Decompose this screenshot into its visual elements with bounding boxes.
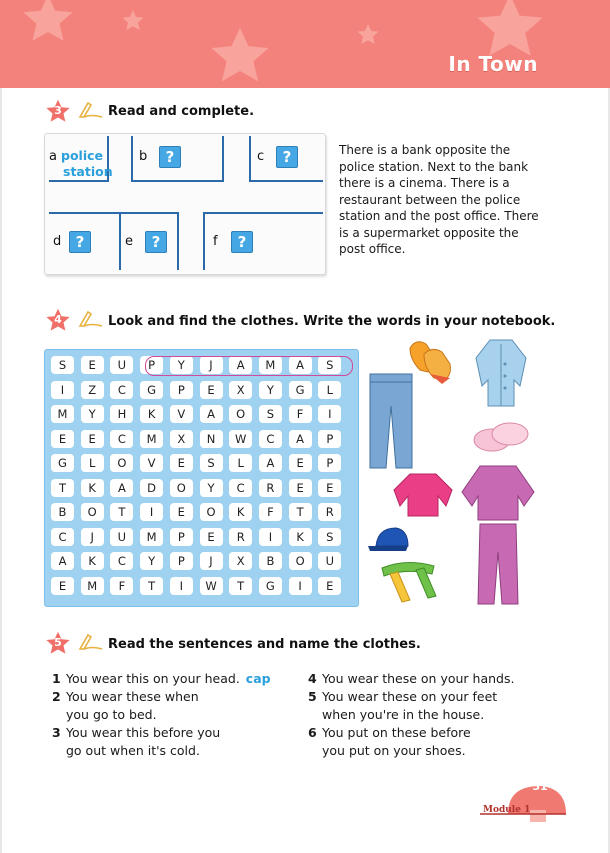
question-box[interactable]: ? bbox=[276, 146, 298, 168]
grid-letter[interactable]: M bbox=[140, 528, 163, 546]
grid-letter[interactable]: W bbox=[229, 430, 252, 448]
grid-letter[interactable]: S bbox=[200, 454, 223, 472]
grid-letter[interactable]: Y bbox=[140, 552, 163, 570]
police-station-label: police station bbox=[61, 148, 113, 179]
grid-letter[interactable]: K bbox=[81, 479, 104, 497]
grid-letter[interactable]: C bbox=[51, 528, 74, 546]
grid-letter[interactable]: A bbox=[229, 356, 252, 374]
grid-letter[interactable]: V bbox=[170, 405, 193, 423]
coat-image bbox=[470, 336, 532, 408]
exercise-instruction: Read and complete. bbox=[108, 104, 255, 119]
question-box[interactable]: ? bbox=[159, 146, 181, 168]
grid-letter[interactable]: M bbox=[140, 430, 163, 448]
grid-letter[interactable]: N bbox=[200, 430, 223, 448]
grid-letter[interactable]: O bbox=[110, 454, 133, 472]
grid-letter[interactable]: K bbox=[81, 552, 104, 570]
grid-letter[interactable]: Y bbox=[259, 381, 282, 399]
grid-letter[interactable]: H bbox=[110, 405, 133, 423]
question-item: 3 You wear this before you go out when it's cold. bbox=[52, 725, 221, 758]
grid-letter[interactable]: T bbox=[51, 479, 74, 497]
exercise-number-badge: 4 bbox=[44, 307, 72, 335]
map-label-c: c bbox=[257, 149, 265, 164]
grid-letter[interactable]: C bbox=[110, 430, 133, 448]
grid-letter[interactable]: W bbox=[200, 577, 223, 595]
pencil-icon bbox=[78, 309, 104, 329]
module-label: Module 1 bbox=[483, 805, 531, 815]
grid-letter[interactable]: L bbox=[229, 454, 252, 472]
map-label-a: a bbox=[49, 149, 57, 164]
grid-letter[interactable]: G bbox=[259, 577, 282, 595]
jumper-image bbox=[392, 470, 454, 518]
grid-letter[interactable]: R bbox=[318, 503, 341, 521]
grid-letter[interactable]: Y bbox=[170, 356, 193, 374]
grid-letter[interactable]: X bbox=[229, 552, 252, 570]
question-box[interactable]: ? bbox=[69, 231, 91, 253]
grid-letter[interactable]: J bbox=[81, 528, 104, 546]
grid-letter[interactable]: K bbox=[140, 405, 163, 423]
exercise-number-badge: 3 bbox=[44, 98, 72, 126]
grid-letter[interactable]: F bbox=[259, 503, 282, 521]
grid-letter[interactable]: E bbox=[81, 430, 104, 448]
grid-letter[interactable]: E bbox=[51, 577, 74, 595]
grid-letter[interactable]: E bbox=[170, 454, 193, 472]
grid-letter[interactable]: I bbox=[170, 577, 193, 595]
grid-letter[interactable]: L bbox=[318, 381, 341, 399]
grid-letter[interactable]: O bbox=[200, 503, 223, 521]
grid-letter[interactable]: Y bbox=[200, 479, 223, 497]
grid-letter[interactable]: R bbox=[259, 479, 282, 497]
grid-letter[interactable]: I bbox=[140, 503, 163, 521]
decor-star-icon bbox=[120, 8, 146, 34]
grid-letter[interactable]: S bbox=[318, 356, 341, 374]
grid-letter[interactable]: S bbox=[318, 528, 341, 546]
grid-letter[interactable]: P bbox=[140, 356, 163, 374]
grid-letter[interactable]: B bbox=[51, 503, 74, 521]
grid-letter[interactable]: G bbox=[140, 381, 163, 399]
grid-letter[interactable]: O bbox=[170, 479, 193, 497]
grid-letter[interactable]: S bbox=[51, 356, 74, 374]
grid-letter[interactable]: R bbox=[229, 528, 252, 546]
pencil-icon bbox=[78, 632, 104, 652]
grid-letter[interactable]: D bbox=[140, 479, 163, 497]
grid-letter[interactable]: C bbox=[110, 552, 133, 570]
found-word-outline bbox=[145, 356, 353, 376]
question-item: 2 You wear these when you go to bed. bbox=[52, 689, 199, 722]
pencil-icon bbox=[78, 100, 104, 120]
grid-letter[interactable]: P bbox=[170, 552, 193, 570]
question-item: 4 You wear these on your hands. bbox=[308, 671, 515, 686]
map-label-e: e bbox=[125, 234, 133, 249]
question-item: 6 You put on these before you put on your shoes. bbox=[308, 725, 471, 758]
grid-letter[interactable]: F bbox=[289, 405, 312, 423]
grid-letter[interactable]: A bbox=[110, 479, 133, 497]
exercise-instruction: Look and find the clothes. Write the words in your notebook. bbox=[108, 314, 556, 329]
grid-letter[interactable]: U bbox=[318, 552, 341, 570]
grid-letter[interactable]: G bbox=[51, 454, 74, 472]
grid-letter[interactable]: E bbox=[200, 381, 223, 399]
question-item: 5 You wear these on your feet when you're in the house. bbox=[308, 689, 498, 722]
grid-letter[interactable]: U bbox=[110, 528, 133, 546]
decor-star-icon bbox=[205, 22, 275, 88]
page-number: 51 bbox=[532, 780, 548, 793]
grid-letter[interactable]: Z bbox=[81, 381, 104, 399]
page-border bbox=[0, 88, 2, 853]
grid-letter[interactable]: T bbox=[110, 503, 133, 521]
grid-letter[interactable]: X bbox=[229, 381, 252, 399]
grid-letter[interactable]: I bbox=[259, 528, 282, 546]
wordsearch-grid bbox=[44, 349, 359, 607]
decor-star-icon bbox=[355, 22, 381, 48]
jeans-image bbox=[366, 372, 416, 472]
grid-letter[interactable]: T bbox=[229, 577, 252, 595]
grid-letter[interactable]: E bbox=[318, 577, 341, 595]
map-label-d: d bbox=[53, 234, 62, 249]
reading-paragraph: There is a bank opposite the police station. Next to the bank there is a cinema. There is a restaurant between the police station and the post office. There is a supermarket opposite the post office. bbox=[339, 143, 539, 256]
grid-letter[interactable]: P bbox=[170, 528, 193, 546]
grid-letter[interactable]: O bbox=[81, 503, 104, 521]
grid-letter[interactable]: A bbox=[289, 356, 312, 374]
town-map bbox=[44, 133, 326, 275]
grid-letter[interactable]: E bbox=[81, 356, 104, 374]
grid-letter[interactable]: A bbox=[200, 405, 223, 423]
cap-image bbox=[366, 524, 414, 554]
grid-letter[interactable]: O bbox=[289, 552, 312, 570]
scarf-image bbox=[376, 556, 440, 606]
pyjamas-image bbox=[458, 462, 538, 608]
question-box[interactable]: ? bbox=[145, 231, 167, 253]
page-title: In Town bbox=[448, 52, 538, 76]
grid-letter[interactable]: M bbox=[81, 577, 104, 595]
slippers-image bbox=[470, 414, 532, 458]
grid-letter[interactable]: U bbox=[110, 356, 133, 374]
grid-letter[interactable]: I bbox=[51, 381, 74, 399]
grid-letter[interactable]: C bbox=[110, 381, 133, 399]
grid-letter[interactable]: E bbox=[200, 528, 223, 546]
grid-letter[interactable]: P bbox=[318, 454, 341, 472]
map-label-b: b bbox=[139, 149, 148, 164]
grid-letter[interactable]: E bbox=[289, 454, 312, 472]
grid-letter[interactable]: O bbox=[229, 405, 252, 423]
grid-letter[interactable]: E bbox=[289, 479, 312, 497]
grid-letter[interactable]: E bbox=[170, 503, 193, 521]
grid-letter[interactable]: T bbox=[289, 503, 312, 521]
grid-letter[interactable]: E bbox=[318, 479, 341, 497]
grid-letter[interactable]: C bbox=[259, 430, 282, 448]
grid-letter[interactable]: K bbox=[229, 503, 252, 521]
grid-letter[interactable]: P bbox=[170, 381, 193, 399]
grid-letter[interactable]: B bbox=[259, 552, 282, 570]
grid-letter[interactable]: F bbox=[110, 577, 133, 595]
grid-letter[interactable]: K bbox=[289, 528, 312, 546]
grid-letter[interactable]: C bbox=[229, 479, 252, 497]
grid-letter[interactable]: M bbox=[51, 405, 74, 423]
grid-letter[interactable]: T bbox=[140, 577, 163, 595]
grid-letter[interactable]: A bbox=[259, 454, 282, 472]
grid-letter[interactable]: E bbox=[51, 430, 74, 448]
grid-letter[interactable]: I bbox=[289, 577, 312, 595]
grid-letter[interactable]: X bbox=[170, 430, 193, 448]
grid-letter[interactable]: A bbox=[289, 430, 312, 448]
grid-letter[interactable]: A bbox=[51, 552, 74, 570]
exercise-number-badge: 5 bbox=[44, 630, 72, 658]
grid-letter[interactable]: I bbox=[318, 405, 341, 423]
question-box[interactable]: ? bbox=[231, 231, 253, 253]
grid-letter[interactable]: S bbox=[259, 405, 282, 423]
grid-letter[interactable]: G bbox=[289, 381, 312, 399]
question-item: 1 You wear this on your head. cap bbox=[52, 671, 271, 686]
grid-letter[interactable]: V bbox=[140, 454, 163, 472]
grid-letter[interactable]: J bbox=[200, 552, 223, 570]
grid-letter[interactable]: P bbox=[318, 430, 341, 448]
map-label-f: f bbox=[213, 234, 218, 249]
grid-letter[interactable]: J bbox=[200, 356, 223, 374]
decor-star-icon bbox=[18, 0, 78, 50]
exercise-instruction: Read the sentences and name the clothes. bbox=[108, 637, 421, 652]
grid-letter[interactable]: L bbox=[81, 454, 104, 472]
answer-text: cap bbox=[245, 671, 271, 686]
grid-letter[interactable]: M bbox=[259, 356, 282, 374]
grid-letter[interactable]: Y bbox=[81, 405, 104, 423]
page-header bbox=[0, 0, 610, 88]
